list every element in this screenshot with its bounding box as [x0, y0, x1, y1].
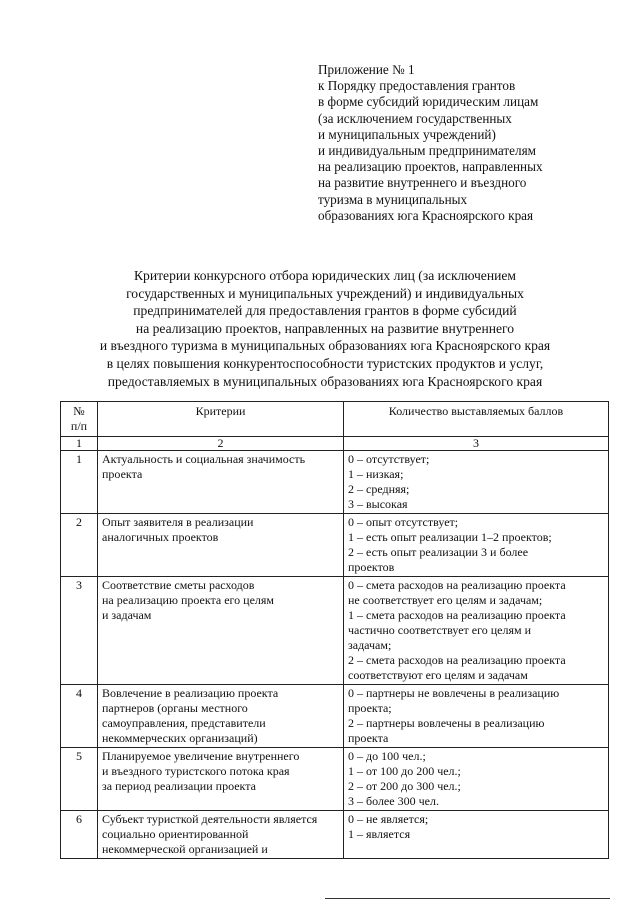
criterion-cell: [98, 514, 344, 577]
points-cell: [344, 685, 609, 748]
points-line: не соответствует его целям и задачам;: [348, 593, 543, 607]
criterion-line: социально ориентированной: [102, 827, 249, 841]
criterion-line: некоммерческих организаций): [102, 731, 258, 745]
points-line: 0 – партнеры не вовлечены в реализацию: [348, 686, 560, 700]
table-header-row: [61, 402, 609, 437]
points-line: соответствуют его целям и задачам: [348, 668, 528, 682]
points-cell: [344, 514, 609, 577]
points-line: 2 – от 200 до 300 чел.;: [348, 779, 461, 793]
appendix-line: в форме субсидий юридическим лицам: [318, 94, 539, 110]
criterion-line: Опыт заявителя в реализации: [102, 515, 254, 529]
points-line: 1 – от 100 до 200 чел.;: [348, 764, 461, 778]
criterion-line: аналогичных проектов: [102, 530, 219, 544]
header-number-line: п/п: [70, 419, 88, 433]
points-line: 1 – смета расходов на реализацию проекта: [348, 608, 566, 622]
points-line: 2 – средняя;: [348, 482, 410, 496]
criterion-line: Актуальность и социальная значимость: [102, 452, 306, 466]
points-line: 1 – является: [348, 827, 411, 841]
appendix-line: и муниципальных учреждений): [318, 126, 496, 142]
appendix-line: и индивидуальным предпринимателям: [318, 143, 537, 159]
header-points: Количество выставляемых баллов: [344, 402, 609, 437]
table-row: [61, 685, 609, 748]
appendix-line: туризма в муниципальных: [318, 191, 468, 207]
appendix-line: (за исключением государственных: [318, 110, 512, 126]
column-number: 3: [344, 437, 609, 451]
column-number: 2: [98, 437, 344, 451]
appendix-block: [318, 62, 618, 224]
criterion-cell: [98, 748, 344, 811]
row-number: 4: [61, 685, 98, 748]
appendix-line: на развитие внутреннего и въездного: [318, 175, 527, 191]
appendix-line: на реализацию проектов, направленных: [318, 159, 543, 175]
points-line: 1 – есть опыт реализации 1–2 проектов;: [348, 530, 552, 544]
criterion-line: и задачам: [102, 608, 152, 622]
title-line: и въездного туризма в муниципальных образованиях юга Красноярского края: [99, 338, 551, 354]
row-number: 2: [61, 514, 98, 577]
title-line: в целях повышения конкурентоспособности туристских продуктов и услуг,: [106, 355, 544, 371]
criterion-line: на реализацию проекта его целям: [102, 593, 275, 607]
points-line: 2 – смета расходов на реализацию проекта: [348, 653, 566, 667]
criterion-line: проекта: [102, 467, 143, 481]
criterion-line: и въездного туристского потока края: [102, 764, 290, 778]
points-cell: [344, 451, 609, 514]
document-title: [40, 267, 610, 390]
points-line: 0 – смета расходов на реализацию проекта: [348, 578, 566, 592]
row-number: 3: [61, 577, 98, 685]
table-row: [61, 748, 609, 811]
appendix-line: к Порядку предоставления грантов: [318, 78, 516, 94]
criterion-line: за период реализации проекта: [102, 779, 256, 793]
criterion-line: партнеров (органы местного: [102, 701, 248, 715]
points-line: 0 – до 100 чел.;: [348, 749, 426, 763]
criterion-line: Планируемое увеличение внутреннего: [102, 749, 300, 763]
title-line: Критерии конкурсного отбора юридических лиц (за исключением: [133, 268, 517, 283]
row-number: 5: [61, 748, 98, 811]
table-row: [61, 811, 609, 859]
page-bottom-rule: [325, 898, 610, 899]
points-line: задачам;: [348, 638, 392, 652]
points-line: частично соответствует его целям и: [348, 623, 531, 637]
points-cell: [344, 748, 609, 811]
points-line: проектов: [348, 560, 395, 574]
title-line: предпринимателей для предоставления грантов в форме субсидий: [133, 303, 517, 319]
column-number: 1: [61, 437, 98, 451]
criterion-cell: [98, 811, 344, 859]
table-row: [61, 577, 609, 685]
criterion-line: Вовлечение в реализацию проекта: [102, 686, 279, 700]
criterion-line: Субъект туристкой деятельности является: [102, 812, 318, 826]
points-line: 3 – высокая: [348, 497, 408, 511]
appendix-line: образованиях юга Красноярского края: [318, 207, 534, 223]
criterion-cell: [98, 577, 344, 685]
header-criteria: Критерии: [98, 402, 344, 437]
points-line: 3 – более 300 чел.: [348, 794, 439, 808]
criterion-line: Соответствие сметы расходов: [102, 578, 255, 592]
header-number: [61, 402, 98, 437]
title-line: государственных и муниципальных учреждений) и индивидуальных: [126, 285, 524, 301]
points-line: 0 – отсутствует;: [348, 452, 430, 466]
table-row: [61, 514, 609, 577]
row-number: 1: [61, 451, 98, 514]
points-cell: [344, 811, 609, 859]
points-line: 2 – есть опыт реализации 3 и более: [348, 545, 529, 559]
points-line: 0 – не является;: [348, 812, 429, 826]
title-line: предоставляемых в муниципальных образованиях юга Красноярского края: [107, 373, 543, 389]
points-line: 0 – опыт отсутствует;: [348, 515, 459, 529]
appendix-line: Приложение № 1: [318, 62, 415, 77]
points-cell: [344, 577, 609, 685]
points-line: проекта: [348, 731, 389, 745]
criterion-line: самоуправления, представители: [102, 716, 266, 730]
criteria-table: [60, 401, 609, 859]
criterion-cell: [98, 685, 344, 748]
criterion-cell: [98, 451, 344, 514]
title-line: на реализацию проектов, направленных на развитие внутреннего: [135, 320, 515, 336]
points-line: 1 – низкая;: [348, 467, 404, 481]
points-line: 2 – партнеры вовлечены в реализацию: [348, 716, 545, 730]
criterion-line: некоммерческой организацией и: [102, 842, 268, 856]
column-number-row: [61, 437, 609, 451]
row-number: 6: [61, 811, 98, 859]
points-line: проекта;: [348, 701, 392, 715]
header-number-line: №: [73, 404, 85, 418]
table-row: [61, 451, 609, 514]
